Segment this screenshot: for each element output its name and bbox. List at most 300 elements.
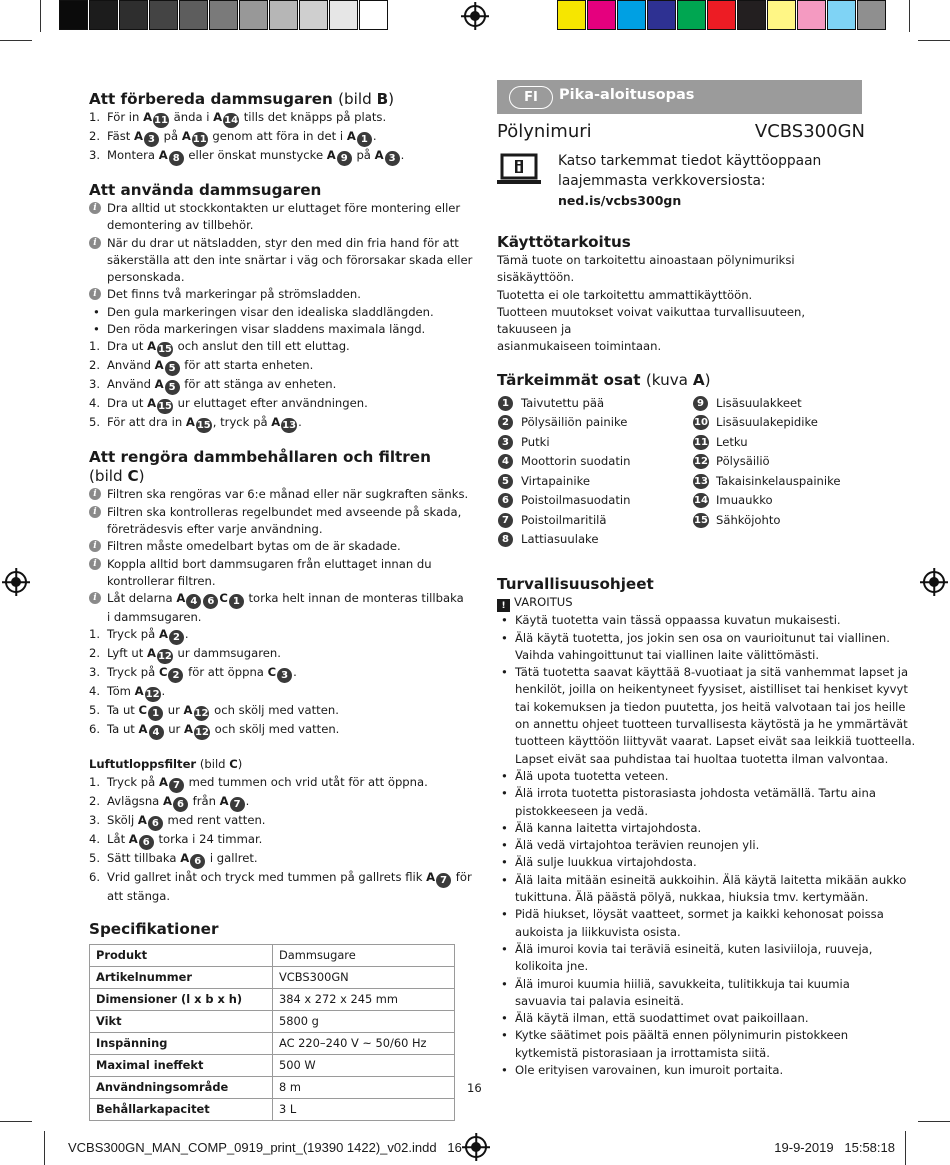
text-run: Låt xyxy=(107,831,129,846)
warning-label: ! VAROITUS xyxy=(497,594,865,612)
part-label: Virtapainike xyxy=(521,473,591,488)
figure-letter: A xyxy=(426,869,436,884)
text-run: att stänga. xyxy=(107,888,171,903)
color-swatch xyxy=(647,0,676,30)
list-line xyxy=(89,664,459,683)
text-run: företrädesvis efter varje användning. xyxy=(107,521,323,536)
bullet: • xyxy=(501,665,508,680)
crop-mark xyxy=(905,1131,906,1165)
list-marker: 5. xyxy=(89,850,101,865)
text-run: för att stänga av enheten. xyxy=(180,377,337,392)
safety-line xyxy=(497,612,865,629)
list-marker: 3. xyxy=(89,377,101,392)
list-line xyxy=(89,609,459,626)
list-marker: 6. xyxy=(89,869,101,884)
text-run: torka i 24 timmar. xyxy=(154,831,263,846)
quick-start-banner xyxy=(497,80,862,114)
part-callout-icon: 2 xyxy=(168,668,183,683)
part-callout-icon: 12 xyxy=(145,689,160,701)
part-callout-icon: 4 xyxy=(186,594,201,609)
color-swatch xyxy=(299,0,328,30)
part-number-icon: 15 xyxy=(694,514,708,526)
list-line xyxy=(89,702,459,721)
list-line xyxy=(89,850,459,869)
text-run: och anslut den till ett eluttag. xyxy=(173,339,350,354)
crop-mark xyxy=(44,1131,45,1165)
part-label: Taivutettu pää xyxy=(521,395,605,410)
section-heading-cleaning: Att rengöra dammbehållaren och filtren (bild C) xyxy=(89,448,431,486)
safety-line xyxy=(497,820,865,837)
list-line xyxy=(89,269,459,286)
text-run: Vrid gallret inåt och tryck med tummen på gallrets flik xyxy=(107,869,427,884)
text-run: . xyxy=(298,415,302,430)
figure-letter: A xyxy=(185,415,195,430)
list-line xyxy=(89,504,462,521)
figure-letter: A xyxy=(134,684,144,699)
part-number-icon: 6 xyxy=(498,493,513,508)
cleaning-instructions xyxy=(89,486,469,740)
right-column xyxy=(497,80,916,1079)
safety-text: henkilöt, joilla on heikentyneet fyysiset, aistilliset tai henkiset kyvyt xyxy=(515,682,908,697)
section-heading-intended-use: Käyttötarkoitus xyxy=(497,233,631,251)
table-row xyxy=(90,1055,455,1077)
info-icon: i xyxy=(89,558,101,570)
part-callout-icon: 4 xyxy=(149,725,164,740)
spec-value: 3 L xyxy=(273,1099,455,1121)
text-run: Avlägsna xyxy=(107,793,163,808)
safety-text: Älä käytä ilman, että suodattimet ovat paikoillaan. xyxy=(515,1011,809,1026)
crop-mark xyxy=(918,40,950,41)
text-run: och skölj med vatten. xyxy=(210,703,339,718)
list-line xyxy=(89,235,459,252)
list-line xyxy=(89,812,459,831)
color-swatch xyxy=(617,0,646,30)
section-heading-use: Att använda dammsugaren xyxy=(89,181,322,199)
part-callout-icon: 7 xyxy=(436,873,451,888)
list-line xyxy=(89,217,459,234)
table-row xyxy=(90,1033,455,1055)
part-callout-icon: 5 xyxy=(165,380,180,395)
part-callout-icon: 13 xyxy=(282,420,297,432)
safety-line xyxy=(497,647,865,664)
part-callout-icon: 1 xyxy=(229,594,244,609)
text-run: ur dammsugaren. xyxy=(173,646,281,661)
figure-letter: A xyxy=(158,148,168,162)
paragraph-line: Tuotetta ei ole tarkoitettu ammattikäyttöön. xyxy=(497,287,753,302)
text-run: Låt delarna xyxy=(107,591,177,606)
color-swatch xyxy=(329,0,358,30)
section-heading-main-parts: Tärkeimmät osat (kuva A) xyxy=(497,370,711,389)
list-line xyxy=(89,395,459,414)
manual-link[interactable]: ned.is/vcbs300gn xyxy=(558,193,682,208)
info-icon: i xyxy=(89,237,101,249)
safety-line xyxy=(497,681,908,698)
warning-icon: ! xyxy=(497,599,510,612)
color-swatch xyxy=(737,0,766,30)
figure-letter: C xyxy=(138,703,148,718)
spec-value: AC 220–240 V ~ 50/60 Hz xyxy=(273,1033,455,1055)
list-marker: 4. xyxy=(89,396,101,411)
info-icon: i xyxy=(89,488,101,500)
color-swatch xyxy=(269,0,298,30)
text-run: Lyft ut xyxy=(107,646,147,661)
part-number-icon: 9 xyxy=(693,396,708,411)
table-row xyxy=(90,967,455,989)
safety-line xyxy=(497,664,909,681)
text-run: Koppla alltid bort dammsugaren från eluttaget innan du xyxy=(107,556,432,571)
safety-text: on annettu ohjeet tuotteen turvallisesta käytöstä ja he ymmärtävät xyxy=(515,717,908,732)
safety-text: Lapset eivät saa puhdistaa tai huoltaa tuotetta ilman valvontaa. xyxy=(515,751,889,766)
bullet: • xyxy=(501,786,508,801)
list-line xyxy=(89,538,459,555)
safety-line xyxy=(497,1027,865,1044)
list-line xyxy=(89,414,459,433)
part-callout-icon: 11 xyxy=(192,134,207,145)
registration-mark-icon xyxy=(5,571,27,593)
list-line xyxy=(89,252,473,269)
list-marker: 3. xyxy=(89,665,101,680)
safety-line xyxy=(497,785,876,802)
safety-line xyxy=(497,1045,865,1062)
safety-line xyxy=(497,889,869,906)
safety-line xyxy=(497,976,865,993)
safety-text: Kytke säätimet pois päältä ennen pölynimurin pistokkeen xyxy=(515,1028,849,1043)
list-line xyxy=(89,376,459,395)
part-callout-icon: 2 xyxy=(169,630,184,645)
list-marker: 4. xyxy=(89,831,101,846)
text-run: säkerställa att den inte snärtar i väg och förorsakar skada eller xyxy=(107,252,473,267)
part-item xyxy=(692,512,872,529)
safety-line xyxy=(497,941,873,958)
safety-line xyxy=(497,751,889,768)
part-callout-icon: 8 xyxy=(169,151,184,166)
list-marker: 1. xyxy=(89,110,101,124)
safety-line xyxy=(497,1062,865,1079)
crop-mark xyxy=(918,1121,950,1122)
text-run: Dra ut xyxy=(107,396,148,411)
safety-text: Älä kanna laitetta virtajohdosta. xyxy=(515,820,702,835)
spec-label: Produkt xyxy=(90,945,273,967)
list-line xyxy=(89,556,459,573)
part-item xyxy=(497,453,692,470)
figure-letter: A xyxy=(147,396,157,411)
safety-text: Älä sulje luukkua virtajohdosta. xyxy=(515,855,697,870)
color-swatch xyxy=(797,0,826,30)
text-run: ända i xyxy=(169,110,214,124)
text-run: i gallret. xyxy=(206,850,258,865)
main-parts-list xyxy=(497,395,865,549)
list-line xyxy=(89,793,459,812)
part-label: Putki xyxy=(521,434,550,449)
text-run: Ta ut xyxy=(107,722,139,737)
safety-line xyxy=(497,768,865,785)
text-run: ur xyxy=(164,703,184,718)
bullet: • xyxy=(501,1028,508,1043)
safety-text: tukittuna. Älä päästä pölyä, nukkaa, hiuksia tmv. kertymään. xyxy=(515,890,869,905)
text-run: . xyxy=(184,627,189,642)
table-row xyxy=(90,1077,455,1099)
safety-text: pistokkeeseen ja vedä. xyxy=(515,803,649,818)
part-label: Lisäsuulakepidike xyxy=(716,415,818,430)
part-callout-icon: 11 xyxy=(154,115,168,126)
paragraph-line: asianmukaiseen toimintaan. xyxy=(497,339,662,354)
list-line xyxy=(89,338,459,357)
text-run: eller önskat munstycke xyxy=(184,148,327,162)
figure-letter: A xyxy=(133,129,143,143)
list-line xyxy=(89,304,459,321)
figure-letter: A xyxy=(181,129,191,143)
color-swatch xyxy=(707,0,736,30)
part-callout-icon: 12 xyxy=(195,727,209,739)
bullet: • xyxy=(501,613,508,628)
figure-letter: A xyxy=(137,812,147,827)
list-line xyxy=(89,721,459,740)
part-number-icon: 11 xyxy=(694,436,708,448)
figure-letter: A xyxy=(147,339,157,354)
text-run: Filtren ska rengöras var 6:e månad eller när sugkraften sänks. xyxy=(107,487,469,502)
color-swatch xyxy=(587,0,616,30)
part-item xyxy=(692,492,872,509)
text-run: Töm xyxy=(107,684,135,699)
safety-text: Älä upota tuotetta veteen. xyxy=(515,768,669,783)
part-label: Lattiasuulake xyxy=(521,532,599,547)
text-run: kontrollerar filtren. xyxy=(107,573,216,588)
list-marker: 2. xyxy=(89,129,101,143)
spec-label: Behållarkapacitet xyxy=(90,1099,273,1121)
figure-letter: A xyxy=(146,646,156,661)
registration-mark-icon xyxy=(923,571,945,593)
text-run: för att starta enheten. xyxy=(180,358,314,373)
part-item xyxy=(497,473,692,490)
color-swatch xyxy=(557,0,586,30)
spec-value: 384 x 272 x 245 mm xyxy=(273,989,455,1011)
part-item xyxy=(497,395,692,412)
safety-line xyxy=(497,958,865,975)
safety-text: aukoista ja liikkuvista osista. xyxy=(515,924,681,939)
part-item xyxy=(692,434,872,451)
crop-mark xyxy=(40,0,41,32)
text-run: Filtren ska kontrolleras regelbundet med avseende på skada, xyxy=(107,504,462,519)
figure-letter: C xyxy=(158,665,168,680)
safety-line xyxy=(497,872,907,889)
safety-text: kytkemistä pistorasiaan ja irrottamista siitä. xyxy=(515,1045,770,1060)
part-item xyxy=(497,492,692,509)
list-marker: • xyxy=(93,304,100,319)
text-run: . xyxy=(372,129,377,143)
part-callout-icon: 6 xyxy=(139,835,154,850)
list-marker: 2. xyxy=(89,793,101,808)
list-line xyxy=(89,590,464,609)
safety-text: tuotteen käyttöön liittyvät vaarat. Lapset eivät saa leikkiä tuotteella. xyxy=(515,734,916,749)
part-callout-icon: 6 xyxy=(148,816,163,831)
text-run: Dra ut xyxy=(107,339,148,354)
safety-text: Älä laita mitään esineitä aukkoihin. Älä käytä laitetta mikään aukko xyxy=(515,872,907,887)
section-heading-prepare: Att förbereda dammsugaren (bild B) xyxy=(89,90,395,108)
safety-line xyxy=(497,906,884,923)
table-row xyxy=(90,945,455,967)
subheading-exhaust-filter: Luftutloppsfilter (bild C) xyxy=(89,757,243,772)
text-run: och skölj med vatten. xyxy=(210,722,340,737)
list-line xyxy=(89,645,459,664)
part-label: Poistoilmasuodatin xyxy=(521,493,631,508)
text-run: ur xyxy=(164,722,185,737)
spec-label: Inspänning xyxy=(90,1033,273,1055)
table-row xyxy=(90,1011,455,1033)
text-run: med tummen och vrid utåt för att öppna. xyxy=(184,774,428,789)
specifications-table xyxy=(89,944,455,1121)
text-run: ur eluttaget efter användningen. xyxy=(173,396,368,411)
paragraph-line: Tämä tuote on tarkoitettu ainoastaan pölynimuriksi sisäkäyttöön. xyxy=(497,253,795,285)
spec-value: VCBS300GN xyxy=(273,967,455,989)
part-callout-icon: 15 xyxy=(196,420,211,432)
spec-value: Dammsugare xyxy=(273,945,455,967)
list-marker: • xyxy=(93,322,100,337)
figure-letter: A xyxy=(213,110,223,124)
part-number-icon: 3 xyxy=(498,435,513,450)
footer-timestamp: 19-9-2019 15:58:18 xyxy=(774,1140,895,1155)
part-callout-icon: 3 xyxy=(385,151,400,166)
info-line: Katso tarkemmat tiedot käyttöoppaan xyxy=(558,153,822,169)
crop-mark xyxy=(909,0,910,32)
bullet: • xyxy=(501,630,508,645)
bullet: • xyxy=(501,820,508,835)
part-number-icon: 4 xyxy=(498,454,513,469)
part-number-icon: 1 xyxy=(498,396,513,411)
text-run: . xyxy=(400,148,405,162)
part-callout-icon: 7 xyxy=(230,797,245,812)
safety-text: tai kokemuksen ja tiedon puutetta, jos heitä valvotaan tai jos heille xyxy=(515,699,906,714)
list-line xyxy=(89,321,459,338)
part-item xyxy=(692,453,872,470)
text-run: demontering av tillbehör. xyxy=(107,218,254,233)
banner-title: Pika-aloitusopas xyxy=(559,87,695,103)
text-run: på xyxy=(159,129,182,143)
color-swatch xyxy=(179,0,208,30)
text-run: Den röda markeringen visar sladdens maximala längd. xyxy=(107,322,426,337)
part-callout-icon: 3 xyxy=(144,132,159,147)
text-run: för att öppna xyxy=(184,665,268,680)
safety-text: savuavia tai palavia esineitä. xyxy=(515,993,684,1008)
intended-use-text xyxy=(497,252,865,356)
part-label: Moottorin suodatin xyxy=(521,454,631,469)
part-callout-icon: 15 xyxy=(158,344,172,356)
gray-swatch-bar xyxy=(59,0,389,32)
list-marker: 3. xyxy=(89,812,101,827)
part-label: Pölysäiliö xyxy=(716,454,770,469)
info-icon: i xyxy=(89,540,101,552)
list-line xyxy=(89,286,459,303)
text-run: Använd xyxy=(107,358,155,373)
list-marker: 4. xyxy=(89,684,101,699)
registration-mark-icon xyxy=(464,5,486,27)
color-swatch-bar xyxy=(557,0,887,32)
list-line xyxy=(89,147,459,166)
crop-mark xyxy=(0,40,32,41)
model-number: VCBS300GN xyxy=(754,121,865,142)
part-item xyxy=(497,414,692,431)
list-line xyxy=(89,626,459,645)
text-run: Filtren måste omedelbart bytas om de är skadade. xyxy=(107,539,401,554)
part-callout-icon: 6 xyxy=(173,797,188,812)
list-line xyxy=(89,109,459,128)
part-label: Lisäsuulakkeet xyxy=(716,395,802,410)
part-number-icon: 7 xyxy=(498,513,513,528)
safety-line xyxy=(497,630,890,647)
text-run: i dammsugaren. xyxy=(107,610,202,625)
part-callout-icon: 9 xyxy=(337,151,352,166)
part-callout-icon: 6 xyxy=(203,594,218,609)
part-callout-icon: 5 xyxy=(165,361,180,376)
text-run: . xyxy=(293,665,297,680)
safety-line xyxy=(497,854,865,871)
crop-mark xyxy=(0,1121,32,1122)
info-line: laajemmasta verkkoversiosta: xyxy=(558,173,766,189)
part-number-icon: 2 xyxy=(498,415,513,430)
info-icon: i xyxy=(89,202,101,214)
list-marker: 6. xyxy=(89,722,101,737)
color-swatch xyxy=(119,0,148,30)
list-line xyxy=(89,521,459,538)
list-line xyxy=(89,774,459,793)
text-run: tills det knäpps på plats. xyxy=(240,110,387,124)
text-run: Den gula markeringen visar den idealiska sladdlängden. xyxy=(107,304,434,319)
list-line xyxy=(89,200,459,217)
figure-letter: A xyxy=(326,148,336,162)
part-item xyxy=(497,531,692,548)
page-number: 16 xyxy=(467,1081,482,1095)
safety-text: kolikoita jne. xyxy=(515,959,589,974)
text-run: Fäst xyxy=(107,129,134,143)
safety-text: Älä irrota tuotetta pistorasiasta johdosta vetämällä. Tartu aina xyxy=(515,786,876,801)
bullet: • xyxy=(501,907,508,922)
figure-letter: A xyxy=(143,110,153,124)
text-run: För in xyxy=(107,110,144,124)
safety-line xyxy=(497,1010,865,1027)
part-item xyxy=(692,473,872,490)
part-label: Pölysäiliön painike xyxy=(521,415,628,430)
part-number-icon: 13 xyxy=(694,475,708,487)
text-run: När du drar ut nätsladden, styr den med din fria hand för att xyxy=(107,235,459,250)
product-name: Pölynimuri xyxy=(497,121,592,142)
left-column xyxy=(89,90,473,1121)
spec-value: 5800 g xyxy=(273,1011,455,1033)
color-swatch xyxy=(209,0,238,30)
text-run: Använd xyxy=(107,377,155,392)
color-swatch xyxy=(89,0,118,30)
language-badge: FI xyxy=(509,86,553,109)
figure-letter: A xyxy=(219,793,229,808)
part-number-icon: 12 xyxy=(694,456,708,468)
table-row xyxy=(90,989,455,1011)
figure-letter: A xyxy=(138,722,148,737)
figure-letter: A xyxy=(128,831,138,846)
text-run: Tryck på xyxy=(107,774,159,789)
list-line xyxy=(89,573,459,590)
color-swatch xyxy=(677,0,706,30)
online-manual-note xyxy=(497,151,865,211)
safety-text: Käytä tuotetta vain tässä oppaassa kuvatun mukaisesti. xyxy=(515,613,841,628)
list-marker: 5. xyxy=(89,703,101,718)
figure-letter: A xyxy=(271,415,281,430)
list-line xyxy=(89,869,472,888)
color-swatch xyxy=(857,0,886,30)
part-number-icon: 8 xyxy=(498,532,513,547)
info-icon: i xyxy=(89,506,101,518)
part-label: Poistoilmaritilä xyxy=(521,512,607,527)
list-marker: 1. xyxy=(89,627,101,642)
figure-letter: C xyxy=(219,591,228,606)
safety-line xyxy=(497,699,906,716)
